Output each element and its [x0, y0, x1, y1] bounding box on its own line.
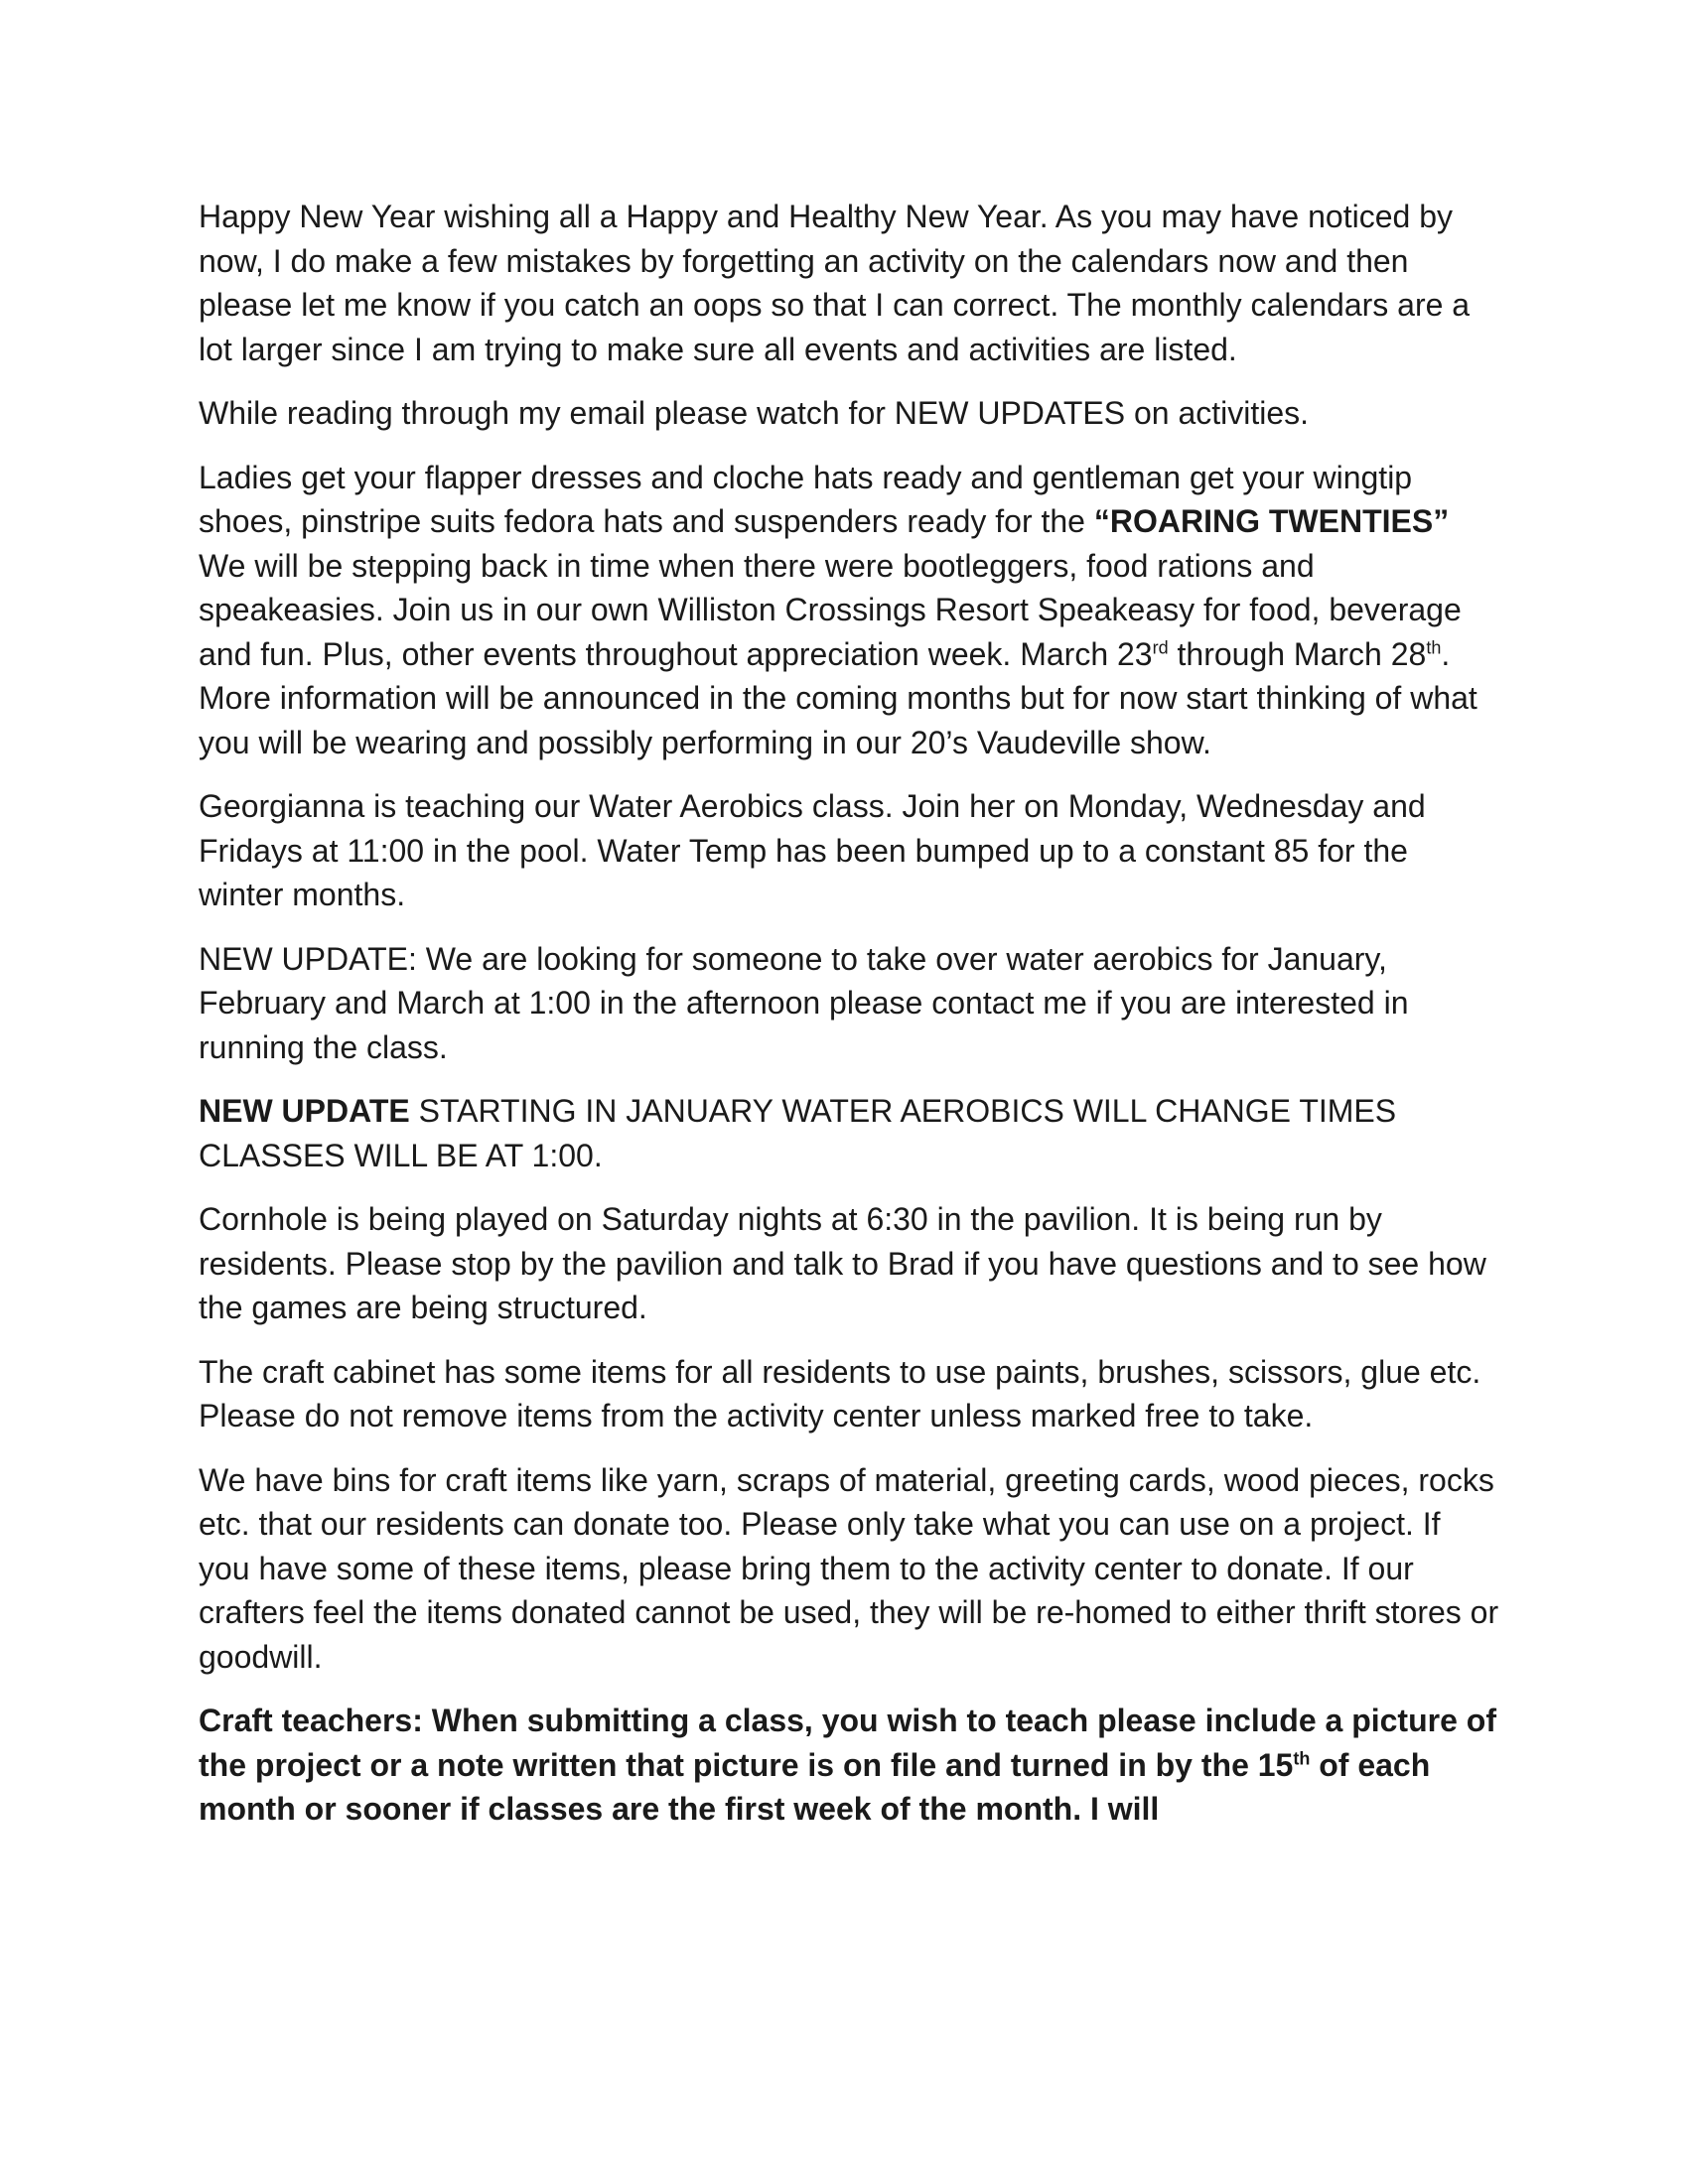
roaring-twenties-text-d: . More information will be announced in the coming months but for now start thinking of what you will be wearing and possibly performing in our 20’s Vaudeville show. [199, 635, 1477, 760]
paragraph-new-update-instructor [199, 937, 1499, 1070]
paragraph-craft-bins-text: We have bins for craft items like yarn, scraps of material, greeting cards, wood pieces, rocks etc. that our residents can donate too. Please only take what you can use on a project. If you have some of these items, please bring them to the activity center to donate. If our crafters feel the items donated cannot be used, they will be re-homed to either thrift stores or goodwill. [199, 1461, 1499, 1675]
paragraph-new-year [199, 195, 1499, 371]
craft-teachers-text-b: of each month or sooner if classes are the first week of the month. I will [199, 1746, 1431, 1827]
document-body [199, 195, 1499, 1851]
ordinal-suffix-th: th [1426, 636, 1442, 657]
paragraph-roaring-twenties [199, 456, 1499, 765]
paragraph-new-update-times [199, 1089, 1499, 1177]
new-update-label: NEW UPDATE [199, 1093, 410, 1129]
paragraph-cornhole [199, 1197, 1499, 1330]
paragraph-updates-notice [199, 391, 1499, 436]
paragraph-craft-cabinet [199, 1350, 1499, 1438]
new-update-times-text: STARTING IN JANUARY WATER AEROBICS WILL CHANGE TIMES CLASSES WILL BE AT 1:00. [199, 1093, 1397, 1173]
paragraph-updates-notice-text: While reading through my email please watch for NEW UPDATES on activities. [199, 395, 1310, 431]
paragraph-water-aerobics [199, 784, 1499, 917]
craft-teachers-text-a: Craft teachers: When submitting a class, you wish to teach please include a picture of the project or a note written that picture is on file and turned in by the 15 [199, 1703, 1496, 1783]
paragraph-craft-bins [199, 1458, 1499, 1680]
roaring-twenties-text-a: Ladies get your flapper dresses and cloche hats ready and gentleman get your wingtip shoes, pinstripe suits fedora hats and suspenders ready for the [199, 459, 1413, 539]
paragraph-craft-teachers [199, 1699, 1499, 1832]
paragraph-craft-cabinet-text: The craft cabinet has some items for all residents to use paints, brushes, scissors, glue etc. Please do not remove items from the activity center unless marked free to take. [199, 1353, 1481, 1433]
paragraph-cornhole-text: Cornhole is being played on Saturday nights at 6:30 in the pavilion. It is being run by residents. Please stop by the pavilion and talk to Brad if you have questions and to see how the games are being structured. [199, 1201, 1486, 1325]
roaring-twenties-text-c: through March 28 [1168, 635, 1427, 672]
roaring-twenties-title: “ROARING TWENTIES” [1093, 503, 1450, 539]
ordinal-suffix-th-2: th [1293, 1747, 1311, 1768]
roaring-twenties-text-b: We will be stepping back in time when there were bootleggers, food rations and speakeasies. Join us in our own Williston Crossings Resort Speakeasy for food, beverage and fun. Plus, other events throughout appreciation week. March 23 [199, 547, 1462, 672]
paragraph-new-update-instructor-text: NEW UPDATE: We are looking for someone to take over water aerobics for January, February and March at 1:00 in the afternoon please contact me if you are interested in running the class. [199, 940, 1409, 1065]
paragraph-water-aerobics-text: Georgianna is teaching our Water Aerobics class. Join her on Monday, Wednesday and Fridays at 11:00 in the pool. Water Temp has been bumped up to a constant 85 for the winter months. [199, 788, 1426, 912]
ordinal-suffix-rd: rd [1152, 636, 1169, 657]
paragraph-new-year-text: Happy New Year wishing all a Happy and Healthy New Year. As you may have noticed by now, I do make a few mistakes by forgetting an activity on the calendars now and then please let me know if you catch an oops so that I can correct. The monthly calendars are a lot larger since I am trying to make sure all events and activities are listed. [199, 199, 1471, 367]
